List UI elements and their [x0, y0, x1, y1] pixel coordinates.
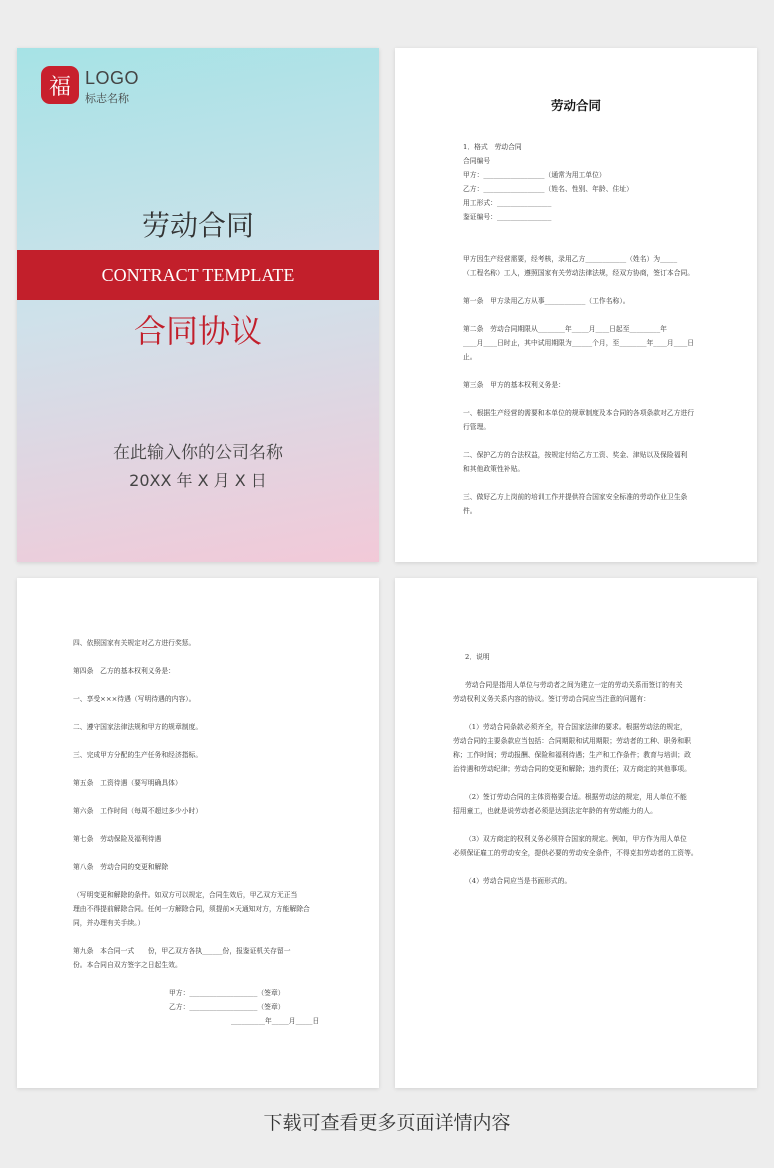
text-line: 乙方：__________________（姓名、性别、年龄、住址） [463, 185, 633, 193]
text-line: 第九条 本合同一式 份，甲乙双方各执______份，报鉴证机关存留一 [73, 947, 291, 955]
text-line: 和其他政策性补贴。 [463, 465, 525, 473]
document-page-3 [17, 578, 379, 1088]
text-line: 第一条 甲方录用乙方从事____________（工作名称）。 [463, 297, 630, 305]
text-line: 2．说明 [465, 653, 490, 661]
text-line: 必须保证雇工的劳动安全，提供必要的劳动安全条件，不得克扣劳动者的工资等。 [453, 849, 698, 857]
text-line: 1．格式 劳动合同 [463, 143, 522, 151]
text-line: 一、享受×××待遇（写明待遇的内容）。 [73, 695, 196, 703]
text-line: ____月____日时止，其中试用期限为______个月，至________年____月____日 [463, 339, 695, 347]
cover-date: 20XX 年 X 月 X 日 [129, 471, 267, 490]
company-name: 在此输入你的公司名称 [113, 443, 283, 463]
text-line: 四、依照国家有关规定对乙方进行奖惩。 [73, 639, 196, 647]
text-line: （3）双方商定的权利义务必须符合国家的规定。例如，甲方作为用人单位 [465, 835, 687, 843]
text-line: 第四条 乙方的基本权利义务是： [73, 667, 175, 675]
text-line: 第二条 劳动合同期限从________年_____月____日起至_________年 [463, 325, 667, 333]
text-line: 二、保护乙方的合法权益，按规定付给乙方工资、奖金、津贴以及保险福利 [463, 451, 688, 459]
page-body [463, 140, 733, 518]
text-line: 第八条 劳动合同的变更和解除 [73, 863, 169, 871]
text-line: （写明变更和解除的条件。如双方可以规定，合同生效后，甲乙双方无正当 [73, 891, 298, 899]
text-line: 劳动权利义务关系内容的协议。签订劳动合同应当注意的问题有： [453, 695, 651, 703]
text-line: 合同编号 [463, 157, 491, 165]
text-line: 甲方因生产经营需要，经考核，录用乙方____________（姓名）为_____ [463, 255, 678, 263]
text-line: 同，并办理有关手续。） [73, 919, 145, 927]
text-line: 止。 [463, 353, 477, 361]
text-line: （工程名称）工人，遵照国家有关劳动法律法规，经双方协商，签订本合同。 [463, 269, 695, 277]
text-line: 劳动合同的主要条款应当包括：合同期限和试用期限；劳动者的工种、职务和职 [453, 737, 691, 745]
text-line: （1）劳动合同条款必须齐全，符合国家法律的要求。根据劳动法的规定， [465, 723, 687, 731]
cover-title: 劳动合同 [141, 209, 254, 242]
page-body [453, 650, 743, 888]
document-page-4 [395, 578, 757, 1088]
text-line: 一、根据生产经营的需要和本单位的规章制度及本合同的各项条款对乙方进行 [463, 409, 695, 417]
text-line: 招用童工，也就是说劳动者必须是达到法定年龄的有劳动能力的人。 [453, 807, 657, 815]
text-line: 第七条 劳动保险及福利待遇 [73, 835, 162, 843]
page-body [73, 636, 353, 1028]
text-line: （4）劳动合同应当是书面形式的。 [465, 877, 572, 885]
text-line: 第六条 工作时间（每周不超过多少小时） [73, 807, 203, 815]
logo-subtitle: 标志名称 [85, 92, 129, 105]
page-title: 劳动合同 [550, 98, 601, 113]
signature-line-party-b: 乙方：____________________（签章） [169, 1003, 285, 1011]
text-line: 理由不得提前解除合同。任何一方解除合同，须提前×天通知对方，方能解除合 [73, 905, 310, 913]
logo-icon: 福 [41, 66, 79, 104]
text-line: 第三条 甲方的基本权利义务是： [463, 381, 565, 389]
text-line: 称；工作时间；劳动报酬、保险和福利待遇；生产和工作条件；教育与培训；政 [453, 751, 691, 759]
signature-date-line: __________年_____月_____日 [231, 1017, 320, 1025]
document-page-2 [395, 48, 757, 562]
text-line: 用工形式：________________ [463, 199, 552, 207]
footer-caption: 下载可查看更多页面详情内容 [263, 1112, 511, 1134]
text-line: （2）签订劳动合同的主体资格要合适。根据劳动法的规定，用人单位不能 [465, 793, 687, 801]
signature-line-party-a: 甲方：____________________（签章） [169, 989, 285, 997]
text-line: 第五条 工资待遇（要写明确具体） [73, 779, 182, 787]
cover-subtitle: 合同协议 [133, 312, 262, 350]
text-line: 甲方：__________________（通常为用工单位） [463, 171, 606, 179]
cover-band: CONTRACT TEMPLATE [17, 250, 379, 300]
text-line: 劳动合同是指用人单位与劳动者之间为建立一定的劳动关系而签订的有关 [465, 681, 683, 689]
text-line: 三、完成甲方分配的生产任务和经济指标。 [73, 751, 203, 759]
text-line: 三、做好乙方上岗前的培训工作并提供符合国家安全标准的劳动作业卫生条 [463, 493, 688, 501]
text-line: 份。本合同自双方签字之日起生效。 [73, 961, 182, 969]
text-line: 件。 [463, 507, 477, 515]
cover-page [17, 48, 379, 562]
text-line: 治待遇和劳动纪律；劳动合同的变更和解除；违约责任；双方商定的其他事项。 [453, 765, 691, 773]
text-line: 鉴证编号：________________ [463, 213, 552, 221]
text-line: 行管理。 [463, 423, 491, 431]
logo-text: LOGO [85, 68, 140, 88]
text-line: 二、遵守国家法律法规和甲方的规章制度。 [73, 723, 203, 731]
